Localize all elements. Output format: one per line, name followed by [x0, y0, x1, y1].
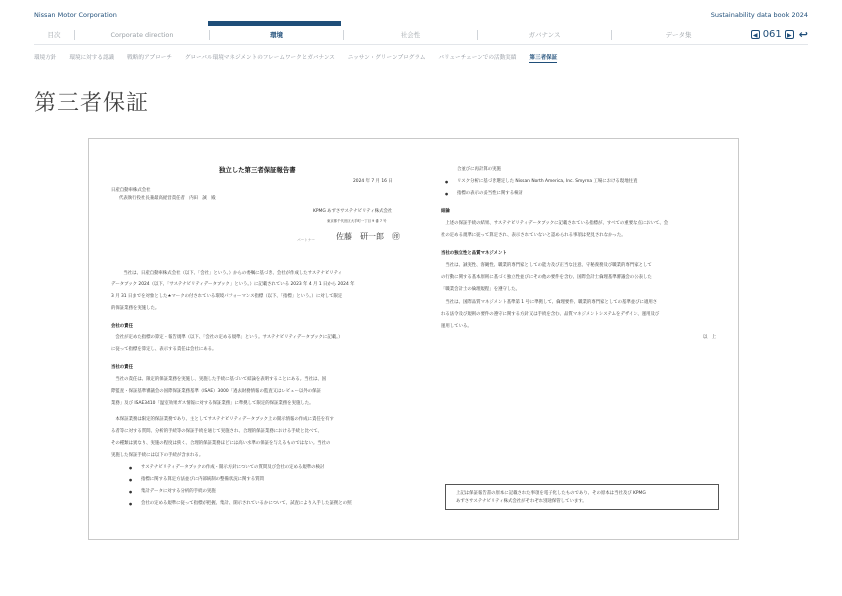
section-heading: 当社の責任 — [111, 365, 133, 370]
subnav-item[interactable]: ニッサン・グリーンプログラム — [347, 55, 426, 61]
next-page-icon[interactable]: ▶ — [785, 30, 794, 39]
report-date: 2024 年 7 月 16 日 — [353, 179, 393, 184]
body-line: に従って指標を算定し、表示する責任は会社にある。 — [111, 347, 217, 352]
procedure-item: ● リスク分析に基づき選定した Nissan North America, Inc. Smyrna 工場における現地往査 — [457, 179, 637, 185]
partner-label: パートナー — [297, 238, 315, 242]
top-bar — [0, 0, 842, 24]
body-line: 本保証業務は限定的保証業務であり、主としてサステナビリティデータブック上の開示情報の作成に責任を有す — [111, 417, 334, 422]
tab-governance[interactable]: ガバナンス — [477, 30, 611, 40]
page-number: 061 — [762, 29, 782, 40]
tab-data[interactable]: データ集 — [611, 30, 745, 40]
intro-line: 3 月 31 日までを対象とした★マークの付されている環境パフォーマンス指標（以下、「指標」という。）に対して限定 — [111, 294, 343, 299]
subnav-item-current[interactable]: 第三者保証 — [529, 55, 558, 61]
book-title[interactable]: Sustainability data book 2024 — [710, 11, 808, 19]
addressee: 日産自動車株式会社 — [111, 188, 151, 193]
procedure-item: ● 会社の定める規準に従って指標が把握、集計、開示されているかについて、試査により入手した証拠との照 — [141, 501, 352, 507]
body-line: 実施した保証手続には以下の手続が含まれる。 — [111, 453, 204, 458]
procedure-item: ● 集計データに対する分析的手続の実施 — [141, 489, 216, 495]
tab-corporate-direction[interactable]: Corporate direction — [74, 30, 209, 40]
divider — [34, 44, 808, 45]
body-line: 際監査・保証基準審議会の国際保証業務基準（ISAE）3000「過去財務情報の監査又はレビュー以外の保証 — [111, 389, 321, 394]
body-line: その種類は異なり、実施の程度は狭く、合理的保証業務ほどには高い水準の保証を与えるものではない。当社の — [111, 441, 331, 446]
intro-line: 当社は、日産自動車株式会社（以下、「会社」という。）からの委嘱に基づき、会社が作成したサステナビリティ — [119, 271, 343, 276]
body-line: 社の定める規準に従って算定され、表示されていないと認められる事項は発見されなかった。 — [441, 233, 626, 238]
tab-environment[interactable]: 環境 — [209, 30, 343, 40]
corporation-name[interactable]: Nissan Motor Corporation — [34, 11, 117, 19]
assurance-report — [88, 138, 739, 540]
pager — [751, 28, 808, 41]
procedure-continued: 合並びに再計算の実施 — [457, 167, 501, 172]
addressee-person: 代表執行役社長兼最高経営責任者 内田 誠 殿 — [119, 196, 216, 201]
intro-line: データブック 2024（以下、「サステナビリティデータブック」という。）に記載されている 2023 年 4 月 1 日から 2024 年 — [111, 282, 355, 287]
end-mark: 以 上 — [703, 335, 717, 340]
section-heading: 会社の責任 — [111, 324, 133, 329]
body-line: 業務」及び ISAE3410「温室効果ガス情報に対する保証業務」に準拠して限定的保証業務を実施した。 — [111, 401, 314, 406]
procedure-item: ● サステナビリティデータブックの作成・開示方針についての質問及び会社の定める規準の検討 — [141, 465, 324, 471]
note-line: あずさサステナビリティ株式会社がそれぞれ別途保管しています。 — [456, 499, 587, 504]
tab-social[interactable]: 社会性 — [343, 30, 477, 40]
electronic-copy-note — [445, 484, 719, 510]
body-line: る者等に対する質問、分析的手続等の保証手続を通じて実施され、合理的保証業務における手続と比べて、 — [111, 429, 322, 434]
intro-line: 的保証業務を実施した。 — [111, 306, 160, 311]
subnav-item[interactable]: 環境方針 — [34, 55, 57, 61]
report-title: 独立した第三者保証報告書 — [219, 166, 296, 174]
body-line: 「職業会計士の倫理規程」を遵守した。 — [441, 287, 521, 292]
body-line: 運用している。 — [441, 324, 472, 329]
body-line: 会社が定めた指標の算定・報告規準（以下、「会社の定める規準」という。サステナビリティデータブックに記載。） — [111, 335, 343, 340]
section-heading: 結論 — [441, 209, 450, 214]
firm-address: 東京都千代田区大手町一丁目 9 番 7 号 — [327, 219, 387, 223]
firm-name: KPMG あずさサステナビリティ株式会社 — [313, 209, 393, 214]
note-line: 上記は保証報告書の原本に記載された事項を電子化したものであり、その原本は当社及び KPMG — [456, 491, 646, 496]
back-icon[interactable]: ↩ — [798, 28, 808, 41]
section-heading: 当社の独立性と品質マネジメント — [441, 251, 507, 256]
partner-signature: 佐藤 研一郎 ㊞ — [336, 232, 400, 241]
procedure-item: ● 指標の表示の妥当性に関する検討 — [457, 191, 523, 197]
main-nav — [34, 26, 808, 44]
page-title: 第三者保証 — [34, 91, 150, 116]
body-line: 上述の保証手続の結果、サステナビリティデータブックに記載されている指標が、すべての重要な点において、会 — [441, 221, 669, 226]
body-line: 当社は、国際品質マネジメント基準第 1 号に準拠して、倫理要件、職業的専門家としての基準並びに適用さ — [441, 300, 658, 305]
sub-nav — [34, 53, 557, 63]
subnav-item[interactable]: 戦略的アプローチ — [127, 55, 172, 61]
prev-page-icon[interactable]: ◀ — [751, 30, 760, 39]
procedure-item: ● 指標に関する算定方法並びに内部統制の整備状況に関する質問 — [141, 477, 264, 483]
body-line: 当社は、誠実性、客観性、職業的専門家としての能力及び正当な注意、守秘義務及び職業的専門家として — [441, 263, 652, 268]
body-line: 当社の責任は、限定的保証業務を実施し、実施した手続に基づいて結論を表明することにある。当社は、国 — [111, 377, 327, 382]
subnav-item[interactable]: 環境に対する認識 — [69, 55, 115, 61]
body-line: れる法令及び規則の要件の遵守に関する方針又は手続を含む、品質マネジメントシステムをデザイン、運用及び — [441, 312, 660, 317]
subnav-item[interactable]: バリューチェーンでの活動実績 — [438, 55, 517, 61]
body-line: の行動に関する基本原則に基づく独立性並びにその他の要件を含む、国際会計士倫理基準審議会の公表した — [441, 275, 652, 280]
tab-contents[interactable]: 目次 — [47, 31, 61, 39]
subnav-item[interactable]: グローバル環境マネジメントのフレームワークとガバナンス — [184, 55, 335, 61]
